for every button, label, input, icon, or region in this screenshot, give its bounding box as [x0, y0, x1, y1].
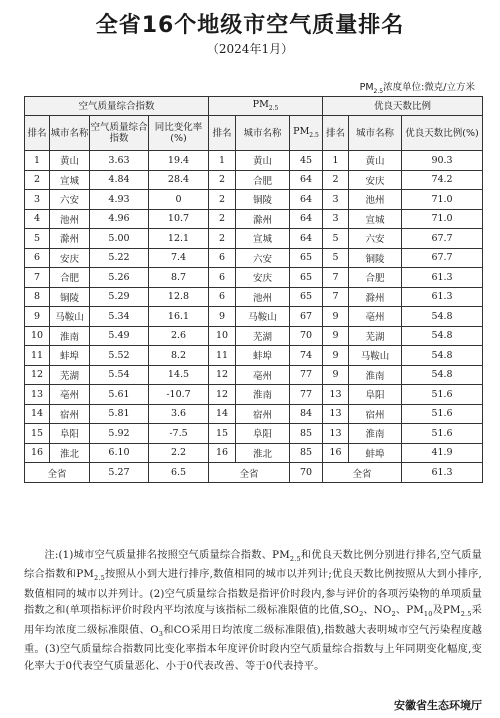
aqi-index-cell: 4.84 [90, 170, 149, 190]
city-cell: 马鞍山 [50, 307, 90, 327]
yoy-cell: 0 [149, 190, 209, 210]
group-header-aqi: 空气质量综合指数 [25, 97, 209, 116]
rank-cell: 11 [209, 346, 236, 366]
pm25-cell: 65 [290, 248, 323, 268]
city-cell: 六安 [349, 229, 402, 249]
pm25-cell: 85 [290, 424, 323, 444]
city-cell: 安庆 [50, 248, 90, 268]
col-rank: 排名 [323, 116, 349, 151]
col-pm25: $PM_{2.5}$ [290, 116, 323, 151]
rank-cell: 3 [25, 190, 50, 210]
table-row [25, 229, 483, 249]
good-ratio-cell: 74.2 [402, 170, 483, 190]
rank-cell: 5 [323, 229, 349, 249]
city-cell: 宣城 [349, 209, 402, 229]
yoy-cell: 12.1 [149, 229, 209, 249]
total-yoy: 6.5 [149, 463, 209, 483]
aqi-index-cell: 5.49 [90, 326, 149, 346]
city-cell: 芜湖 [236, 326, 290, 346]
good-ratio-cell: 71.0 [402, 190, 483, 210]
city-cell: 黄山 [50, 151, 90, 171]
good-ratio-cell: 71.0 [402, 209, 483, 229]
city-cell: 六安 [236, 248, 290, 268]
total-label: 全省 [25, 463, 90, 483]
city-cell: 淮南 [236, 385, 290, 405]
rank-cell: 1 [25, 151, 50, 171]
city-cell: 合肥 [349, 268, 402, 288]
pm25-cell: 74 [290, 346, 323, 366]
table-row [25, 443, 483, 463]
city-cell: 马鞍山 [236, 307, 290, 327]
notes-paragraph: 注:(1)城市空气质量排名按照空气质量综合指数、$PM_{2.5}$和优良天数比例分别进行排名,空气质量综合指数和$PM_{2.5}$按照从小到大进行排序,数值相同的城市以并列计;优良天数比例按照从大到小排序,数值相同的城市以并列计。(2)空气质量综合指数是指评价时段内,参与评价的各项污染物的单项质量指数之和(单项指标评价时段内平均浓度与该指标二级标准限值的比值$,SO_2$、$NO_2$、$PM_{10}$及$PM_{2.5}$采用年均浓度二级标准限值、$O_3$和CO采用日均浓度二级标准限值),指数越大表明城市空气污染程度越重。(3)空气质量综合指数同比变化率指本年度评价时段内空气质量综合指数与上年同期变化幅度,变化率大于0代表空气质量恶化、小于0代表改善、等于0代表持平。 [24, 550, 483, 672]
rank-cell: 6 [25, 248, 50, 268]
city-cell: 马鞍山 [349, 346, 402, 366]
rank-cell: 9 [323, 346, 349, 366]
total-pm25: 70 [290, 463, 323, 483]
rank-cell: 6 [209, 287, 236, 307]
total-label: 全省 [209, 463, 290, 483]
rank-cell: 1 [323, 151, 349, 171]
city-cell: 黄山 [236, 151, 290, 171]
table-row [25, 151, 483, 171]
rank-cell: 10 [25, 326, 50, 346]
city-cell: 亳州 [236, 365, 290, 385]
aqi-index-cell: 5.52 [90, 346, 149, 366]
rank-cell: 2 [25, 170, 50, 190]
city-cell: 合肥 [236, 170, 290, 190]
table-row [25, 170, 483, 190]
publisher: 安徽省生态环境厅 [394, 699, 482, 712]
rank-cell: 1 [209, 151, 236, 171]
pm25-cell: 64 [290, 190, 323, 210]
city-cell: 宣城 [50, 170, 90, 190]
good-ratio-cell: 54.8 [402, 307, 483, 327]
city-cell: 阜阳 [50, 424, 90, 444]
rank-cell: 7 [323, 287, 349, 307]
city-cell: 蚌埠 [349, 443, 402, 463]
rank-cell: 6 [209, 268, 236, 288]
rank-cell: 5 [323, 248, 349, 268]
rank-cell: 16 [323, 443, 349, 463]
city-cell: 亳州 [50, 385, 90, 405]
city-cell: 滁州 [50, 229, 90, 249]
table-row [25, 424, 483, 444]
aqi-index-cell: 3.63 [90, 151, 149, 171]
good-ratio-cell: 67.7 [402, 248, 483, 268]
aqi-index-cell: 5.22 [90, 248, 149, 268]
city-cell: 滁州 [349, 287, 402, 307]
table-row [25, 404, 483, 424]
rank-cell: 15 [209, 424, 236, 444]
group-header-good-days: 优良天数比例 [323, 97, 483, 116]
rank-cell: 6 [209, 248, 236, 268]
city-cell: 蚌埠 [236, 346, 290, 366]
rank-cell: 13 [323, 385, 349, 405]
yoy-cell: 28.4 [149, 170, 209, 190]
rank-cell: 16 [25, 443, 50, 463]
rank-cell: 12 [25, 365, 50, 385]
rank-cell: 2 [209, 170, 236, 190]
total-aqi: 5.27 [90, 463, 149, 483]
good-ratio-cell: 67.7 [402, 229, 483, 249]
table-row [25, 346, 483, 366]
rank-cell: 3 [323, 190, 349, 210]
rank-cell: 15 [25, 424, 50, 444]
city-cell: 池州 [236, 287, 290, 307]
city-cell: 滁州 [236, 209, 290, 229]
aqi-index-cell: 5.81 [90, 404, 149, 424]
city-cell: 淮北 [50, 443, 90, 463]
table-row [25, 209, 483, 229]
aqi-index-cell: 5.61 [90, 385, 149, 405]
col-rank: 排名 [209, 116, 236, 151]
city-cell: 宿州 [349, 404, 402, 424]
pm25-cell: 64 [290, 170, 323, 190]
rank-cell: 11 [25, 346, 50, 366]
pm25-cell: 84 [290, 404, 323, 424]
pm25-cell: 85 [290, 443, 323, 463]
col-good-ratio: 优良天数比例(%) [402, 116, 483, 151]
yoy-cell: 7.4 [149, 248, 209, 268]
city-cell: 淮南 [349, 424, 402, 444]
good-ratio-cell: 61.3 [402, 268, 483, 288]
yoy-cell: 8.7 [149, 268, 209, 288]
rank-cell: 2 [209, 229, 236, 249]
good-ratio-cell: 61.3 [402, 287, 483, 307]
city-cell: 芜湖 [50, 365, 90, 385]
good-ratio-cell: 54.8 [402, 346, 483, 366]
yoy-cell: -7.5 [149, 424, 209, 444]
pm25-cell: 67 [290, 307, 323, 327]
yoy-cell: 10.7 [149, 209, 209, 229]
yoy-cell: 12.8 [149, 287, 209, 307]
city-cell: 阜阳 [236, 424, 290, 444]
rank-cell: 2 [209, 190, 236, 210]
city-cell: 淮南 [50, 326, 90, 346]
pm25-cell: 77 [290, 365, 323, 385]
page-title: 全省16个地级市空气质量排名 [95, 13, 405, 38]
rank-cell: 8 [25, 287, 50, 307]
city-cell: 合肥 [50, 268, 90, 288]
yoy-cell: 14.5 [149, 365, 209, 385]
yoy-cell: 3.6 [149, 404, 209, 424]
rank-cell: 12 [209, 365, 236, 385]
city-cell: 铜陵 [236, 190, 290, 210]
rank-cell: 3 [323, 209, 349, 229]
city-cell: 蚌埠 [50, 346, 90, 366]
table-row [25, 190, 483, 210]
aqi-index-cell: 5.34 [90, 307, 149, 327]
pm25-cell: 77 [290, 385, 323, 405]
rank-cell: 7 [25, 268, 50, 288]
good-ratio-cell: 54.8 [402, 365, 483, 385]
yoy-cell: 2.2 [149, 443, 209, 463]
table-row [25, 385, 483, 405]
rank-cell: 9 [209, 307, 236, 327]
good-ratio-cell: 54.8 [402, 326, 483, 346]
city-cell: 淮北 [236, 443, 290, 463]
rank-cell: 16 [209, 443, 236, 463]
rank-cell: 9 [323, 365, 349, 385]
city-cell: 黄山 [349, 151, 402, 171]
aqi-index-cell: 5.29 [90, 287, 149, 307]
province-total-row [25, 463, 483, 483]
aqi-index-cell: 5.54 [90, 365, 149, 385]
table-row [25, 287, 483, 307]
rank-cell: 13 [25, 385, 50, 405]
table-row [25, 307, 483, 327]
rank-cell: 13 [323, 404, 349, 424]
pm25-cell: 64 [290, 229, 323, 249]
table-row [25, 248, 483, 268]
table-row [25, 326, 483, 346]
rank-cell: 13 [323, 424, 349, 444]
pm25-cell: 65 [290, 268, 323, 288]
rank-cell: 14 [25, 404, 50, 424]
col-yoy: 同比变化率(%) [149, 116, 209, 151]
total-good-ratio: 61.3 [402, 463, 483, 483]
city-cell: 亳州 [349, 307, 402, 327]
city-cell: 宣城 [236, 229, 290, 249]
aqi-index-cell: 5.92 [90, 424, 149, 444]
aqi-index-cell: 5.00 [90, 229, 149, 249]
pm25-cell: 70 [290, 326, 323, 346]
rank-cell: 14 [209, 404, 236, 424]
rank-cell: 5 [25, 229, 50, 249]
col-city: 城市名称 [349, 116, 402, 151]
city-cell: 淮南 [349, 365, 402, 385]
city-cell: 池州 [50, 209, 90, 229]
rank-cell: 9 [323, 326, 349, 346]
city-cell: 铜陵 [50, 287, 90, 307]
aqi-index-cell: 4.93 [90, 190, 149, 210]
rank-cell: 9 [25, 307, 50, 327]
total-label: 全省 [323, 463, 402, 483]
col-city: 城市名称 [50, 116, 90, 151]
yoy-cell: 19.4 [149, 151, 209, 171]
yoy-cell: 16.1 [149, 307, 209, 327]
group-header-pm25: $PM_{2.5}$ [209, 97, 323, 116]
rank-cell: 7 [323, 268, 349, 288]
aqi-index-cell: 4.96 [90, 209, 149, 229]
city-cell: 宿州 [236, 404, 290, 424]
city-cell: 宿州 [50, 404, 90, 424]
city-cell: 铜陵 [349, 248, 402, 268]
col-city: 城市名称 [236, 116, 290, 151]
rank-cell: 9 [323, 307, 349, 327]
yoy-cell: -10.7 [149, 385, 209, 405]
pm25-cell: 45 [290, 151, 323, 171]
pm25-cell: 64 [290, 209, 323, 229]
city-cell: 阜阳 [349, 385, 402, 405]
unit-note: $PM_{2.5}$浓度单位:微克/立方米 [359, 82, 475, 95]
col-aqi-index: 空气质量综合指数 [90, 116, 149, 151]
city-cell: 安庆 [349, 170, 402, 190]
aqi-index-cell: 6.10 [90, 443, 149, 463]
city-cell: 六安 [50, 190, 90, 210]
table-row [25, 365, 483, 385]
good-ratio-cell: 90.3 [402, 151, 483, 171]
rank-cell: 12 [209, 385, 236, 405]
page-subtitle: （2024年1月） [206, 42, 294, 56]
pm25-cell: 65 [290, 287, 323, 307]
city-cell: 池州 [349, 190, 402, 210]
rank-cell: 10 [209, 326, 236, 346]
ranking-table [24, 96, 483, 483]
good-ratio-cell: 51.6 [402, 424, 483, 444]
city-cell: 安庆 [236, 268, 290, 288]
rank-cell: 2 [323, 170, 349, 190]
rank-cell: 4 [25, 209, 50, 229]
good-ratio-cell: 51.6 [402, 385, 483, 405]
yoy-cell: 2.6 [149, 326, 209, 346]
col-rank: 排名 [25, 116, 50, 151]
yoy-cell: 8.2 [149, 346, 209, 366]
table-row [25, 268, 483, 288]
good-ratio-cell: 51.6 [402, 404, 483, 424]
aqi-index-cell: 5.26 [90, 268, 149, 288]
good-ratio-cell: 41.9 [402, 443, 483, 463]
rank-cell: 2 [209, 209, 236, 229]
city-cell: 芜湖 [349, 326, 402, 346]
